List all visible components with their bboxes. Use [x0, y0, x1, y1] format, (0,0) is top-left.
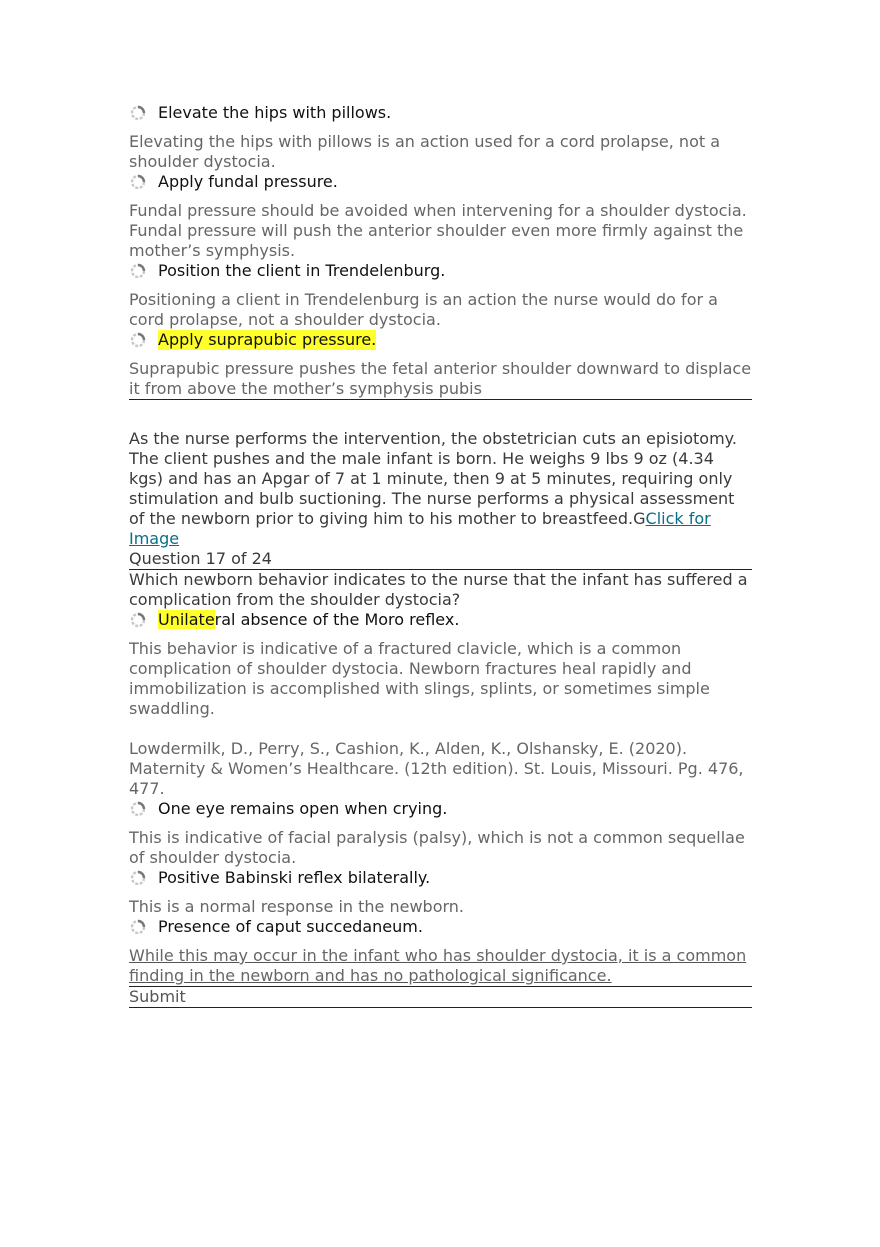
radio-spinner-icon[interactable]: [129, 262, 147, 280]
submit-button[interactable]: Submit: [129, 987, 752, 1008]
scenario-text: [129, 429, 752, 549]
answer-option-correct[interactable]: [129, 610, 752, 630]
answer-option[interactable]: [129, 799, 752, 819]
option-explanation: Positioning a client in Trendelenburg is an action the nurse would do for a cord prolapse, not a shoulder dystocia.: [129, 290, 718, 329]
radio-spinner-icon[interactable]: [129, 173, 147, 191]
option-label: One eye remains open when crying.: [158, 799, 448, 818]
answer-option-correct[interactable]: [129, 330, 752, 350]
option-explanation: Suprapubic pressure pushes the fetal anterior shoulder downward to displace it from above the mother’s symphysis pubis: [129, 359, 752, 398]
option-explanation: Elevating the hips with pillows is an action used for a cord prolapse, not a shoulder dystocia.: [129, 132, 721, 171]
answer-option[interactable]: [129, 868, 752, 888]
radio-spinner-icon[interactable]: [129, 331, 147, 349]
question-prompt: Which newborn behavior indicates to the nurse that the infant has suffered a complication from the shoulder dystocia?: [129, 570, 748, 609]
answer-option[interactable]: [129, 261, 752, 281]
answer-option[interactable]: [129, 172, 752, 192]
question-counter: Question 17 of 24: [129, 549, 752, 570]
radio-spinner-icon[interactable]: [129, 611, 147, 629]
reference-citation: Lowdermilk, D., Perry, S., Cashion, K., Alden, K., Olshansky, E. (2020). Maternity & Women’s Healthcare. (12th edition). St. Louis, Missouri. Pg. 476, 477.: [129, 739, 744, 798]
radio-spinner-icon[interactable]: [129, 104, 147, 122]
click-for-image-link[interactable]: Click for Image: [129, 509, 711, 548]
option-label: Apply fundal pressure.: [158, 172, 338, 191]
option-label: Elevate the hips with pillows.: [158, 103, 392, 122]
quiz-page: [129, 103, 752, 1008]
scenario-paragraph: As the nurse performs the intervention, the obstetrician cuts an episiotomy. The client pushes and the male infant is born. He weighs 9 lbs 9 oz (4.34 kgs) and has an Apgar of 7 at 1 minute, then 9 at 5 minutes, requiring only stimulation and bulb suctioning. The nurse performs a physical assessment of the newborn prior to giving him to his mother to breastfeed.G: [129, 429, 737, 528]
option-label: [158, 610, 459, 630]
answer-option[interactable]: [129, 103, 752, 123]
option-explanation: This is a normal response in the newborn.: [129, 897, 464, 916]
radio-spinner-icon[interactable]: [129, 918, 147, 936]
option-label: Apply suprapubic pressure.: [158, 330, 377, 349]
radio-spinner-icon[interactable]: [129, 869, 147, 887]
option-label-highlight: Unilate: [158, 610, 215, 629]
option-label: Presence of caput succedaneum.: [158, 917, 423, 936]
radio-spinner-icon[interactable]: [129, 800, 147, 818]
option-label: Position the client in Trendelenburg.: [158, 261, 446, 280]
answer-option[interactable]: [129, 917, 752, 937]
option-explanation: Fundal pressure should be avoided when intervening for a shoulder dystocia. Fundal pressure will push the anterior shoulder even more firmly against the mother’s symphysis.: [129, 201, 747, 260]
option-label: Positive Babinski reflex bilaterally.: [158, 868, 431, 887]
option-label-rest: ral absence of the Moro reflex.: [214, 610, 460, 629]
option-explanation: While this may occur in the infant who has shoulder dystocia, it is a common finding in the newborn and has no pathological significance.: [129, 946, 752, 987]
option-explanation: This is indicative of facial paralysis (palsy), which is not a common sequellae of shoulder dystocia.: [129, 828, 745, 867]
option-explanation: This behavior is indicative of a fractured clavicle, which is a common complication of shoulder dystocia. Newborn fractures heal rapidly and immobilization is accomplished with slings, splints, or sometimes simple swaddling.: [129, 639, 710, 718]
